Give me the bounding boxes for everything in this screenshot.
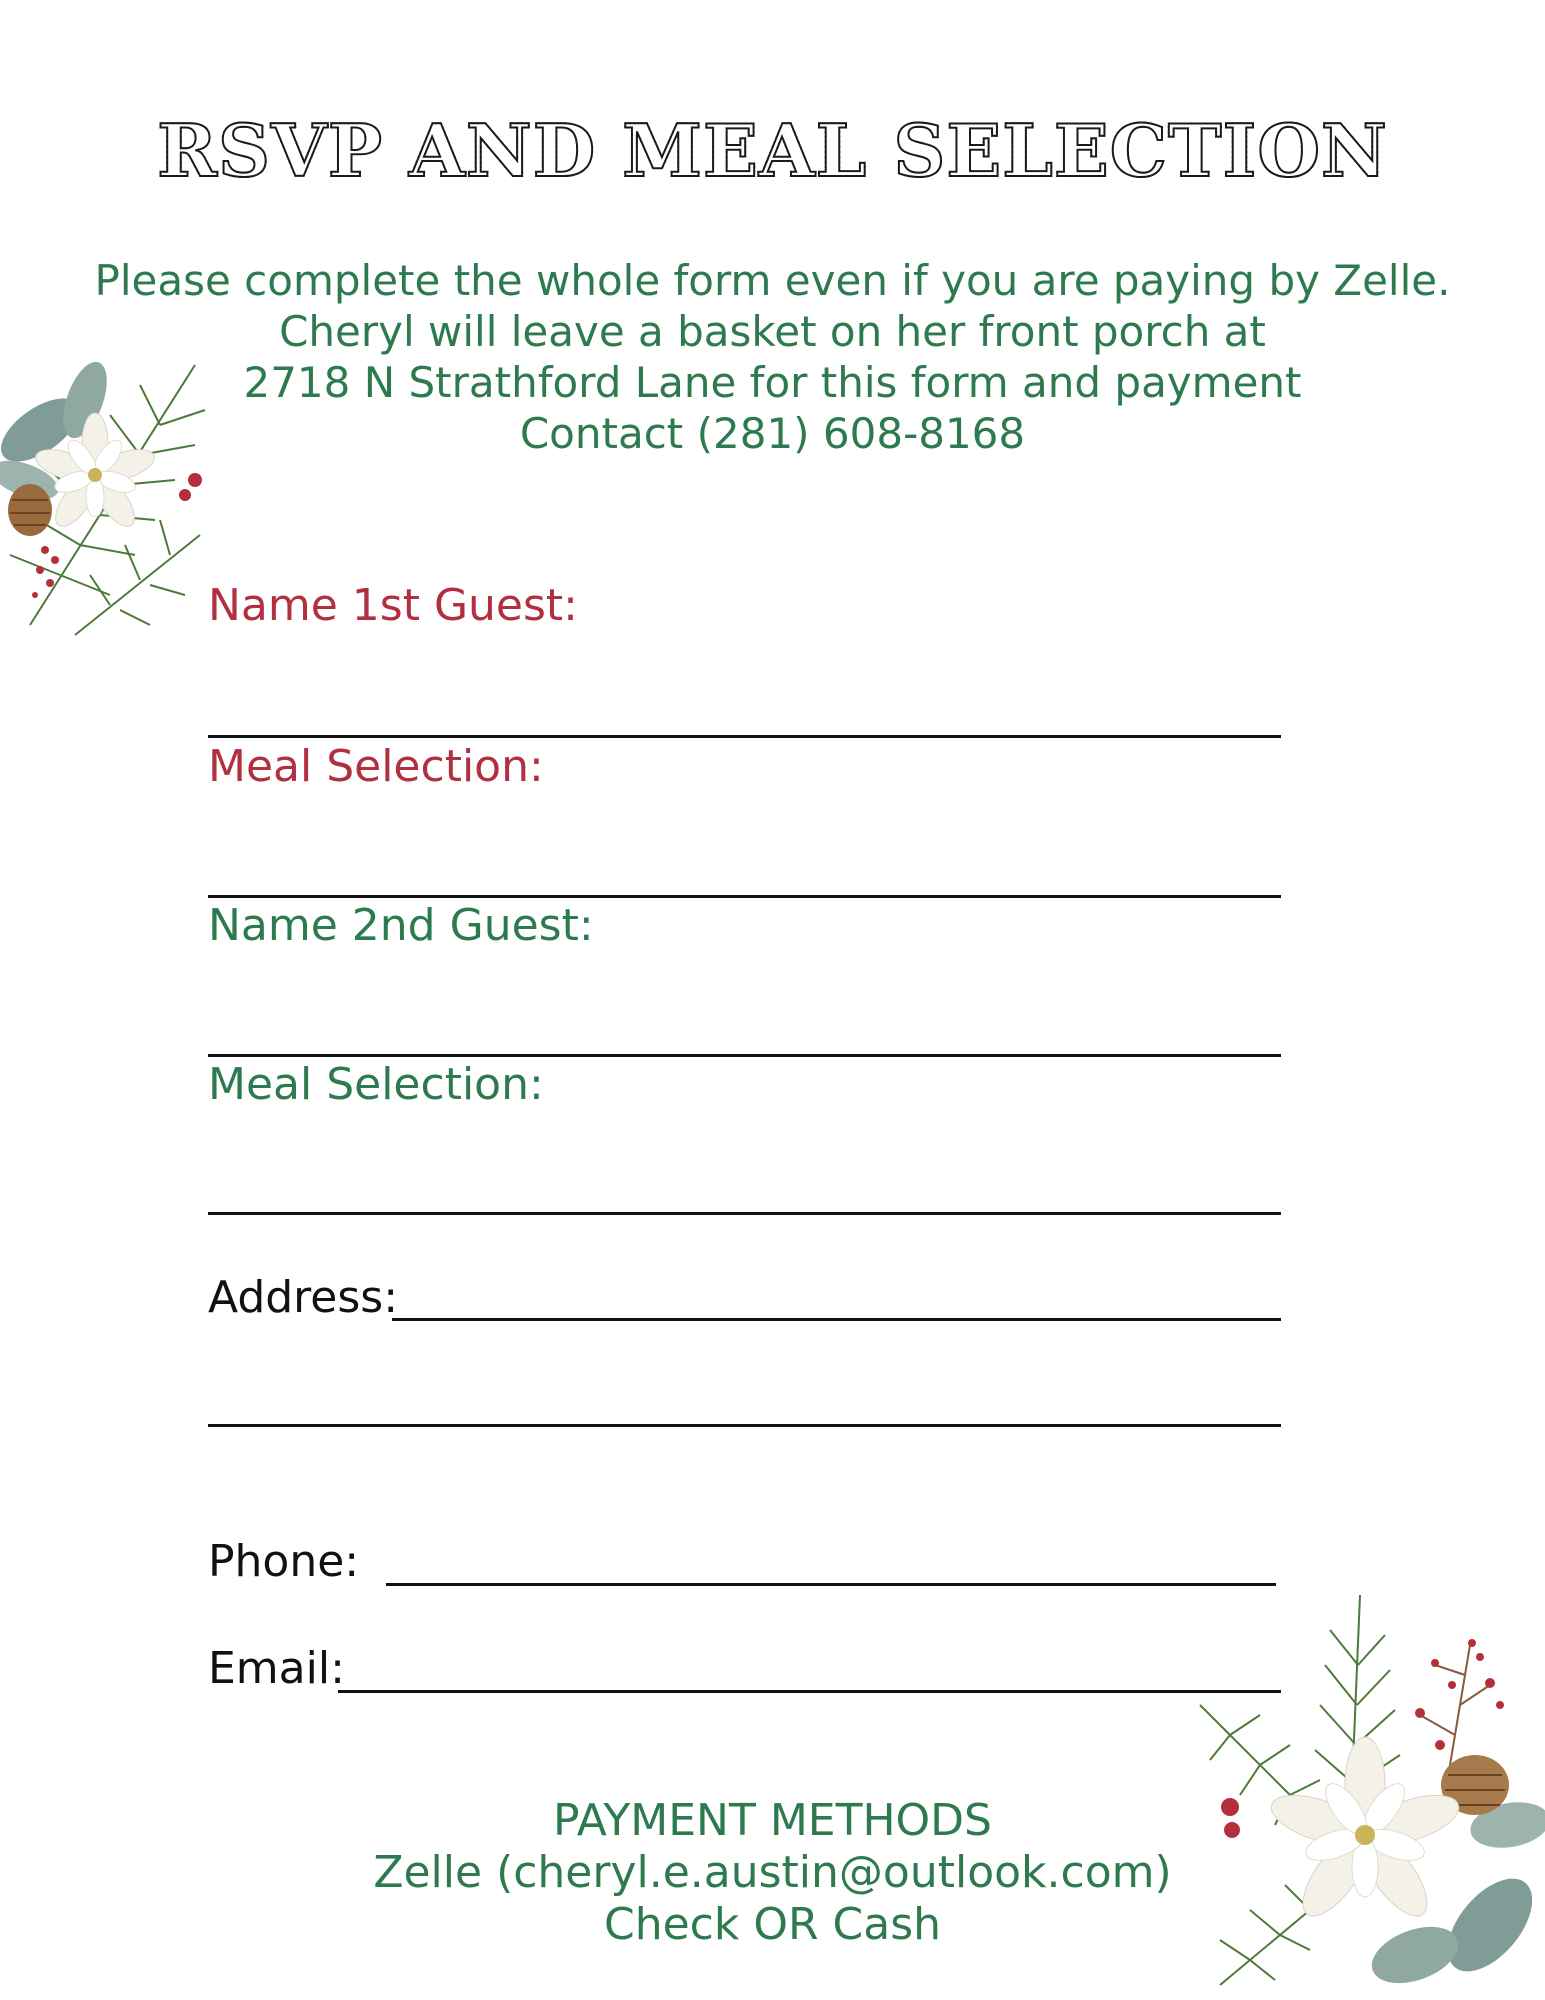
address-line-2[interactable] <box>208 1424 1281 1427</box>
guest2-meal-line[interactable] <box>208 1212 1281 1215</box>
instructions <box>0 255 1545 459</box>
contact-line: Contact (281) 608-8168 <box>519 409 1026 458</box>
guest1-name-label: Name 1st Guest: <box>208 580 579 631</box>
guest2-name-label: Name 2nd Guest: <box>208 900 594 951</box>
instructions-line: Cheryl will leave a basket on her front porch at <box>279 307 1266 356</box>
guest1-meal-label: Meal Selection: <box>208 741 544 792</box>
email-label: Email: <box>208 1643 345 1694</box>
instructions-line: Please complete the whole form even if you are paying by Zelle. <box>94 256 1451 305</box>
guest1-meal-line[interactable] <box>208 895 1281 898</box>
address-line-1[interactable] <box>392 1318 1281 1321</box>
payment-other: Check OR Cash <box>603 1899 942 1950</box>
payment-heading: PAYMENT METHODS <box>553 1795 992 1846</box>
floral-top-left-icon <box>0 355 215 655</box>
phone-label: Phone: <box>208 1536 360 1587</box>
page-title: RSVP AND MEAL SELECTION <box>0 108 1545 193</box>
email-line[interactable] <box>338 1690 1281 1693</box>
guest2-name-line[interactable] <box>208 1054 1281 1057</box>
address-label: Address: <box>208 1272 399 1323</box>
payment-zelle: Zelle (cheryl.e.austin@outlook.com) <box>373 1847 1172 1898</box>
guest2-meal-label: Meal Selection: <box>208 1059 544 1110</box>
phone-line[interactable] <box>386 1583 1276 1586</box>
guest1-name-line[interactable] <box>208 735 1281 738</box>
floral-bottom-right-icon <box>1190 1585 1545 2000</box>
instructions-line: 2718 N Strathford Lane for this form and payment <box>243 358 1302 407</box>
